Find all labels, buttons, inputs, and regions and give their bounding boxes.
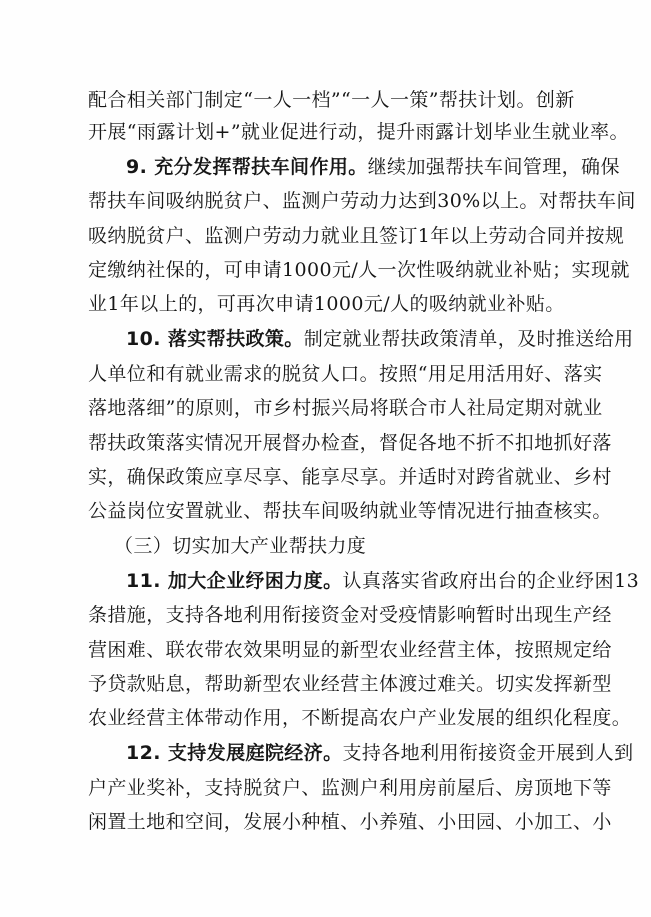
text-line: 帮扶车间吸纳脱贫户、监测户劳动力达到30%以上。对帮扶车间 [88, 190, 636, 212]
text-line: 开展“雨露计划+”就业促进行动，提升雨露计划毕业生就业率。 [88, 121, 629, 143]
text-line: 实，确保政策应享尽享、能享尽享。并适时对跨省就业、乡村 [88, 466, 612, 488]
paragraph-12 [126, 740, 634, 766]
text-run: 认真落实省政府出台的企业纾困13 [342, 570, 640, 592]
section-heading: （三）切实加大产业帮扶力度 [114, 535, 367, 557]
paragraph-9 [126, 154, 620, 180]
text-line: 帮扶政策落实情况开展督办检查，督促各地不折不扣地抓好落 [88, 432, 612, 454]
text-line: 配合相关部门制定“一人一档”“一人一策”帮扶计划。创新 [88, 89, 575, 111]
item-heading: 10. 落实帮扶政策。 [126, 328, 304, 350]
text-line: 公益岗位安置就业、帮扶车间吸纳就业等情况进行抽查核实。 [88, 500, 612, 522]
text-run: 制定就业帮扶政策清单，及时推送给用 [303, 328, 634, 350]
item-heading: 11. 加大企业纾困力度。 [126, 570, 343, 592]
text-line: 闲置土地和空间，发展小种植、小养殖、小田园、小加工、小 [88, 811, 612, 833]
text-line: 落地落细”的原则，市乡村振兴局将联合市人社局定期对就业 [88, 397, 603, 419]
text-line: 营困难、联农带农效果明显的新型农业经营主体，按照规定给 [88, 639, 612, 661]
text-line: 条措施，支持各地利用衔接资金对受疫情影响暂时出现生产经 [88, 604, 612, 626]
item-heading: 9. 充分发挥帮扶车间作用。 [126, 156, 368, 178]
paragraph-11 [126, 568, 639, 594]
text-line: 农业经营主体带动作用，不断提高农户产业发展的组织化程度。 [88, 707, 632, 729]
text-line: 户产业奖补，支持脱贫户、监测户利用房前屋后、房顶地下等 [88, 777, 612, 799]
text-line: 定缴纳社保的，可申请1000元/人一次性吸纳就业补贴；实现就 [88, 259, 630, 281]
text-line: 业1年以上的，可再次申请1000元/人的吸纳就业补贴。 [88, 293, 565, 315]
text-line: 吸纳脱贫户、监测户劳动力就业且签订1年以上劳动合同并按规 [88, 225, 625, 247]
item-heading: 12. 支持发展庭院经济。 [126, 742, 343, 764]
text-line: 人单位和有就业需求的脱贫人口。按照“用足用活用好、落实 [88, 363, 603, 385]
text-run: 支持各地利用衔接资金开展到人到 [342, 742, 634, 764]
text-run: 继续加强帮扶车间管理，确保 [367, 156, 620, 178]
paragraph-10 [126, 326, 634, 352]
text-line: 予贷款贴息，帮助新型农业经营主体渡过难关。切实发挥新型 [88, 673, 612, 695]
